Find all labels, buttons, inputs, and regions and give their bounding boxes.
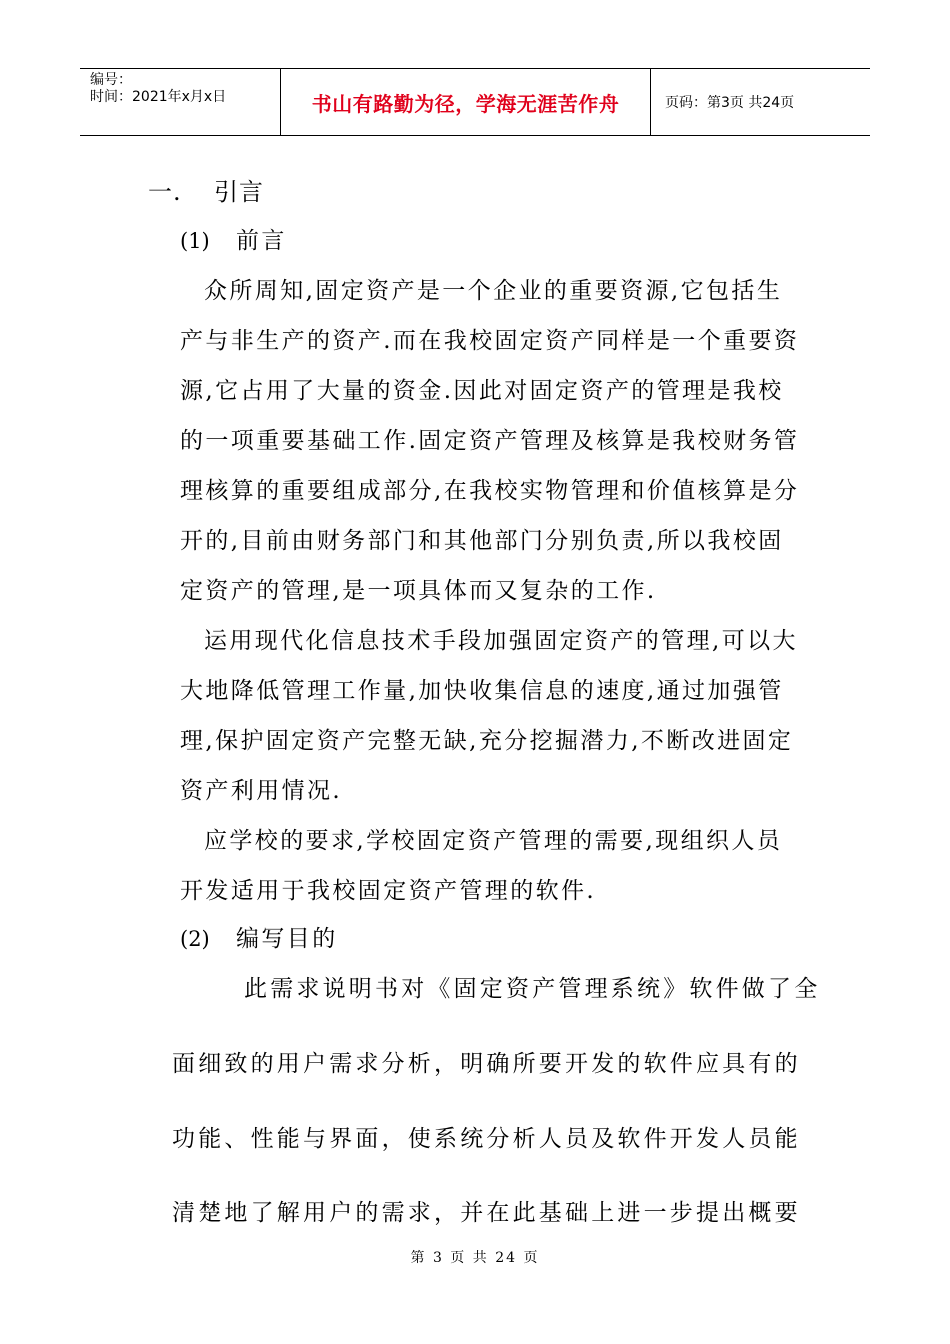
paragraph-line: 运用现代化信息技术手段加强固定资产的管理,可以大	[204, 628, 798, 654]
paragraph-line: 开的,目前由财务部门和其他部门分别负责,所以我校固	[180, 528, 784, 554]
subsection-heading-purpose	[180, 920, 338, 953]
subsection-heading-preface	[180, 222, 287, 255]
subsection-number: (2)	[180, 927, 210, 951]
header-motto-cell	[281, 69, 651, 135]
header-page-info: 页码：第3页 共24页	[665, 95, 795, 111]
heading-text: 引言	[214, 178, 264, 206]
subsection-title: 前言	[236, 228, 287, 254]
header-motto: 书山有路勤为径，学海无涯苦作舟	[311, 91, 620, 116]
paragraph-line: 理,保护固定资产完整无缺,充分挖掘潜力,不断改进固定	[180, 728, 794, 754]
paragraph-line: 产与非生产的资产.而在我校固定资产同样是一个重要资	[180, 328, 800, 354]
paragraph-line: 源,它占用了大量的资金.因此对固定资产的管理是我校	[180, 378, 784, 404]
paragraph-line: 众所周知,固定资产是一个企业的重要资源,它包括生	[204, 278, 783, 304]
document-date: 时间：2021年x月x日	[90, 89, 227, 105]
paragraph-line: 理核算的重要组成部分,在我校实物管理和价值核算是分	[180, 478, 800, 504]
subsection-number: (1)	[180, 229, 210, 253]
paragraph-line: 清楚地了解用户的需求，并在此基础上进一步提出概要	[172, 1200, 801, 1226]
page-footer: 第 3 页 共 24 页	[410, 1250, 540, 1266]
header-meta	[80, 69, 281, 135]
paragraph-line: 开发适用于我校固定资产管理的软件.	[180, 878, 597, 904]
paragraph-line: 此需求说明书对《固定资产管理系统》软件做了全	[244, 976, 821, 1002]
paragraph-line: 面细致的用户需求分析，明确所要开发的软件应具有的	[172, 1051, 801, 1077]
paragraph-line: 资产利用情况.	[180, 778, 343, 804]
subsection-title: 编写目的	[236, 926, 338, 952]
document-header	[80, 68, 870, 136]
document-number-label: 编号：	[90, 72, 132, 88]
paragraph-line: 功能、性能与界面，使系统分析人员及软件开发人员能	[172, 1126, 801, 1152]
paragraph-line: 应学校的要求,学校固定资产管理的需要,现组织人员	[204, 828, 783, 854]
paragraph-line: 定资产的管理,是一项具体而又复杂的工作.	[180, 578, 657, 604]
section-heading-introduction	[148, 172, 264, 207]
paragraph-line: 的一项重要基础工作.固定资产管理及核算是我校财务管	[180, 428, 800, 454]
heading-number: 一.	[148, 178, 182, 206]
paragraph-line: 大地降低管理工作量,加快收集信息的速度,通过加强管	[180, 678, 784, 704]
